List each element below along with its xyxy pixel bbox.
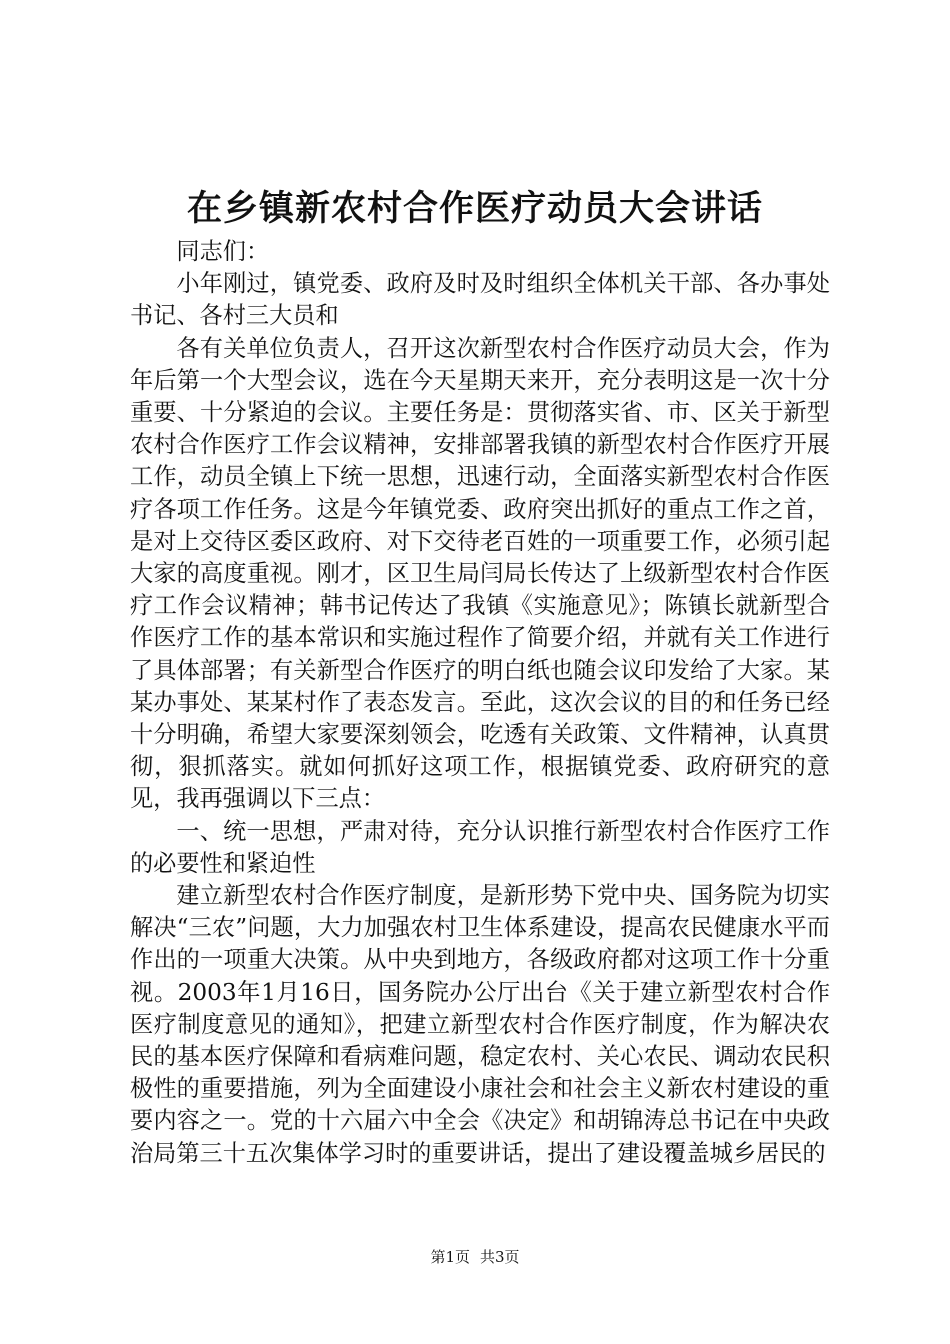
section-heading: 一、统一思想，严肃对待，充分认识推行新型农村合作医疗工作的必要性和紧迫性 xyxy=(130,817,830,877)
page-number: 第1页 xyxy=(430,1248,470,1266)
page-total: 共3页 xyxy=(480,1248,520,1266)
body-paragraph: 小年刚过，镇党委、政府及时及时组织全体机关干部、各办事处书记、各村三大员和 xyxy=(130,270,830,330)
salutation-paragraph: 同志们： xyxy=(176,238,270,265)
body-paragraph: 各有关单位负责人，召开这次新型农村合作医疗动员大会，作为年后第一个大型会议，选在今天星期天来开，充分表明这是一次十分重要、十分紧迫的会议。主要任务是：贯彻落实省、市、区关于新型农村合作医疗工作会议精神，安排部署我镇的新型农村合作医疗开展工作，动员全镇上下统一思想，迅速行动，全面落实新型农村合作医疗各项工作任务。这是今年镇党委、政府突出抓好的重点工作之首，是对上交待区委区政府、对下交待老百姓的一项重要工作，必须引起大家的高度重视。刚才，区卫生局闫局长传达了上级新型农村合作医疗工作会议精神；韩书记传达了我镇《实施意见》；陈镇长就新型合作医疗工作的基本常识和实施过程作了简要介绍，并就有关工作进行了具体部署；有关新型合作医疗的明白纸也随会议印发给了大家。某某办事处、某某村作了表态发言。至此，这次会议的目的和任务已经十分明确，希望大家要深刻领会，吃透有关政策、文件精神，认真贯彻，狠抓落实。就如何抓好这项工作，根据镇党委、政府研究的意见，我再强调以下三点： xyxy=(130,334,830,813)
body-paragraph: 建立新型农村合作医疗制度，是新形势下党中央、国务院为切实解决“三农”问题，大力加强农村卫生体系建设，提高农民健康水平而作出的一项重大决策。从中央到地方，各级政府都对这项工作十分重视。2003年1月16日，国务院办公厅出台《关于建立新型农村合作医疗制度意见的通知》，把建立新型农村合作医疗制度，作为解决农民的基本医疗保障和看病难问题，稳定农村、关心农民、调动农民积极性的重要措施，列为全面建设小康社会和社会主义新农村建设的重要内容之一。党的十六届六中全会《决定》和胡锦涛总书记在中央政治局第三十五次集体学习时的重要讲话，提出了建设覆盖城乡居民的 xyxy=(130,882,830,1167)
page-footer xyxy=(0,1247,950,1267)
document-title: 在乡镇新农村合作医疗动员大会讲话 xyxy=(186,188,763,229)
document-body xyxy=(130,236,830,1170)
